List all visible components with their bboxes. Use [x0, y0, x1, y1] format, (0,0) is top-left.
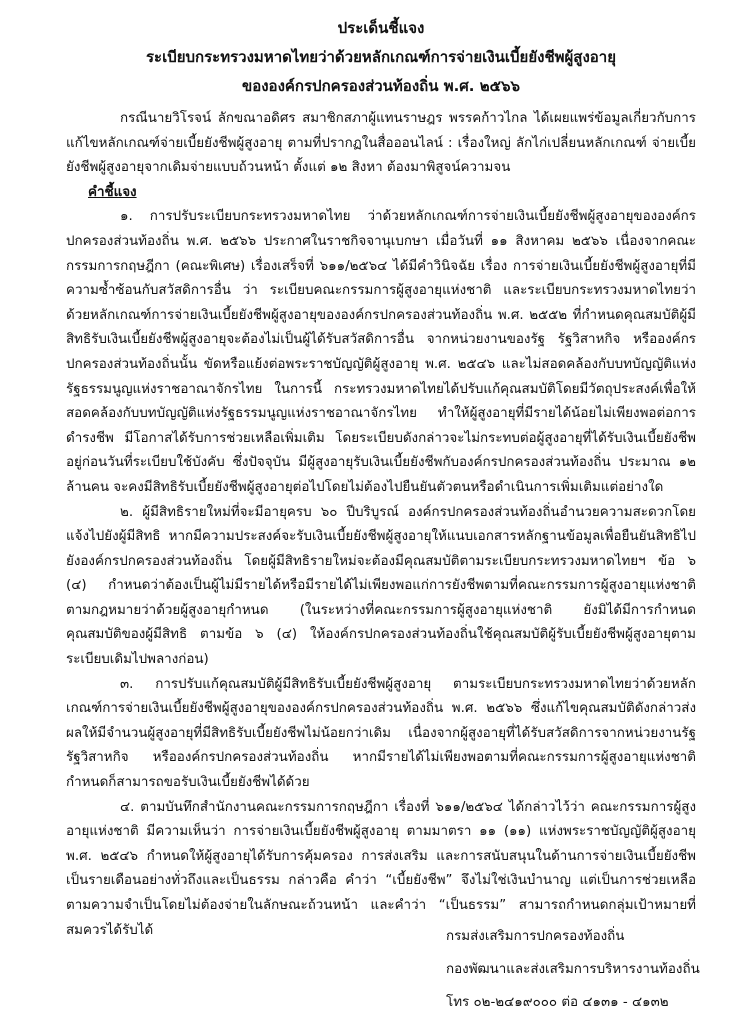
- signature-division: กองพัฒนาและส่งเสริมการบริหารงานท้องถิ่น: [446, 962, 700, 977]
- document-title: ประเด็นชี้แจง: [337, 19, 425, 37]
- document-subtitle-line-2: ขององค์กรปกครองส่วนท้องถิ่น พ.ศ. ๒๕๖๖: [241, 77, 521, 95]
- document-subtitle-line-1: ระเบียบกระทรวงมหาดไทยว่าด้วยหลักเกณฑ์การจ่ายเงินเบี้ยยังชีพผู้สูงอายุ: [145, 48, 617, 66]
- signature-phone: โทร ๐๒-๒๔๑๙๐๐๐ ต่อ ๔๑๓๑ - ๔๑๓๒: [446, 995, 669, 1010]
- section-heading: คำชี้แจง: [88, 184, 137, 200]
- signature-department: กรมส่งเสริมการปกครองท้องถิ่น: [446, 929, 625, 944]
- point-4-paragraph: ๔. ตามบันทึกสำนักงานคณะกรรมการกฤษฎีกา เรื่องที่ ๖๑๑/๒๕๖๔ ได้กล่าวไว้ว่า คณะกรรมการผู้สูงอายุแห่งชาติ มีความเห็นว่า การจ่ายเงินเบี้ยยังชีพผู้สูงอายุ ตามมาตรา ๑๑ (๑๑) แห่งพระราชบัญญัติผู้สูงอายุ พ.ศ. ๒๕๔๖ กำหนดให้ผู้สูงอายุได้รับการคุ้มครอง การส่งเสริม และการสนับสนุนในด้านการจ่ายเงินเบี้ยยังชีพเป็นรายเดือนอย่างทั่วถึงและเป็นธรรม กล่าวคือ คำว่า “เบี้ยยังชีพ” จึงไม่ใช่เงินบำนาญ แต่เป็นการช่วยเหลือตามความจำเป็นโดยไม่ต้องจ่ายในลักษณะถ้วนหน้า และคำว่า “เป็นธรรม” สามารถกำหนดกลุ่มเป้าหมายที่สมควรได้รับได้: [66, 799, 696, 938]
- title-block: [66, 14, 696, 101]
- point-1-paragraph: ๑. การปรับระเบียบกระทรวงมหาดไทย ว่าด้วยหลักเกณฑ์การจ่ายเงินเบี้ยยังชีพผู้สูงอายุขององค์กรปกครองส่วนท้องถิ่น พ.ศ. ๒๕๖๖ ประกาศในราชกิจจานุเบกษา เมื่อวันที่ ๑๑ สิงหาคม ๒๕๖๖ เนื่องจากคณะกรรมการกฤษฎีกา (คณะพิเศษ) เรื่องเสร็จที่ ๖๑๑/๒๕๖๔ ได้มีคำวินิจฉัย เรื่อง การจ่ายเงินเบี้ยยังชีพผู้สูงอายุที่มีความซ้ำซ้อนกับสวัสดิการอื่น ว่า ระเบียบคณะกรรมการผู้สูงอายุแห่งชาติ และระเบียบกระทรวงมหาดไทยว่าด้วยหลักเกณฑ์การจ่ายเงินเบี้ยยังชีพผู้สูงอายุขององค์กรปกครองส่วนท้องถิ่น พ.ศ. ๒๕๕๒ ที่กำหนดคุณสมบัติผู้มีสิทธิรับเงินเบี้ยยังชีพผู้สูงอายุจะต้องไม่เป็นผู้ได้รับสวัสดิการอื่น จากหน่วยงานของรัฐ รัฐวิสาหกิจ หรือองค์กรปกครองส่วนท้องถิ่นนั้น ขัดหรือแย้งต่อพระราชบัญญัติผู้สูงอายุ พ.ศ. ๒๕๔๖ และไม่สอดคล้องกับบทบัญญัติแห่งรัฐธรรมนูญแห่งราชอาณาจักรไทย ในการนี้ กระทรวงมหาดไทยได้ปรับแก้คุณสมบัติโดยมีวัตถุประสงค์เพื่อให้สอดคล้องกับบทบัญญัติแห่งรัฐธรรมนูญแห่งราชอาณาจักรไทย ทำให้ผู้สูงอายุที่มีรายได้น้อยไม่เพียงพอต่อการดำรงชีพ มีโอกาสได้รับการช่วยเหลือเพิ่มเติม โดยระเบียบดังกล่าวจะไม่กระทบต่อผู้สูงอายุที่ได้รับเงินเบี้ยยังชีพอยู่ก่อนวันที่ระเบียบใช้บังคับ ซึ่งปัจจุบัน มีผู้สูงอายุรับเงินเบี้ยยังชีพกับองค์กรปกครองส่วนท้องถิ่น ประมาณ ๑๒ ล้านคน จะคงมีสิทธิรับเบี้ยยังชีพผู้สูงอายุต่อไปโดยไม่ต้องไปยืนยันตัวตนหรือดำเนินการเพิ่มเติมแต่อย่างใด: [66, 209, 696, 495]
- point-2-paragraph: ๒. ผู้มีสิทธิรายใหม่ที่จะมีอายุครบ ๖๐ ปีบริบูรณ์ องค์กรปกครองส่วนท้องถิ่นอำนวยความสะดวกโดยแจ้งไปยังผู้มีสิทธิ หากมีความประสงค์จะรับเงินเบี้ยยังชีพผู้สูงอายุให้แนบเอกสารหลักฐานข้อมูลเพื่อยืนยันสิทธิไปยังองค์กรปกครองส่วนท้องถิ่น โดยผู้มีสิทธิรายใหม่จะต้องมีคุณสมบัติตามระเบียบกระทรวงมหาดไทยฯ ข้อ ๖ (๔) กำหนดว่าต้องเป็นผู้ไม่มีรายได้หรือมีรายได้ไม่เพียงพอแก่การยังชีพตามที่คณะกรรมการผู้สูงอายุแห่งชาติตามกฎหมายว่าด้วยผู้สูงอายุกำหนด (ในระหว่างที่คณะกรรมการผู้สูงอายุแห่งชาติ ยังมิได้มีการกำหนดคุณสมบัติของผู้มีสิทธิ ตามข้อ ๖ (๔) ให้องค์กรปกครองส่วนท้องถิ่นใช้คุณสมบัติผู้รับเบี้ยยังชีพผู้สูงอายุตามระเบียบเดิมไปพลางก่อน): [66, 504, 696, 668]
- point-3-paragraph: ๓. การปรับแก้คุณสมบัติผู้มีสิทธิรับเบี้ยยังชีพผู้สูงอายุ ตามระเบียบกระทรวงมหาดไทยว่าด้วยหลักเกณฑ์การจ่ายเงินเบี้ยยังชีพผู้สูงอายุขององค์กรปกครองส่วนท้องถิ่น พ.ศ. ๒๕๖๖ ซึ่งแก้ไขคุณสมบัติดังกล่าวส่งผลให้มีจำนวนผู้สูงอายุที่มีสิทธิรับเบี้ยยังชีพไม่น้อยกว่าเดิม เนื่องจากผู้สูงอายุที่ได้รับสวัสดิการจากหน่วยงานรัฐ รัฐวิสาหกิจ หรือองค์กรปกครองส่วนท้องถิ่น หากมีรายได้ไม่เพียงพอตามที่คณะกรรมการผู้สูงอายุแห่งชาติกำหนดก็สามารถขอรับเงินเบี้ยยังชีพได้ด้วย: [66, 676, 696, 791]
- signature-block: [446, 920, 700, 1019]
- intro-paragraph: กรณีนายวิโรจน์ ลักขณาอดิศร สมาชิกสภาผู้แทนราษฎร พรรคก้าวไกล ได้เผยแพร่ข้อมูลเกี่ยวกับการแก้ไขหลักเกณฑ์จ่ายเบี้ยยังชีพผู้สูงอายุ ตามที่ปรากฏในสื่อออนไลน์ : เรื่องใหญ่ ลักไก่เปลี่ยนหลักเกณฑ์ จ่ายเบี้ยยังชีพผู้สูงอายุจากเดิมจ่ายแบบถ้วนหน้า ตั้งแต่ ๑๒ สิงหา ต้องมาพิสูจน์ความจน: [66, 111, 696, 176]
